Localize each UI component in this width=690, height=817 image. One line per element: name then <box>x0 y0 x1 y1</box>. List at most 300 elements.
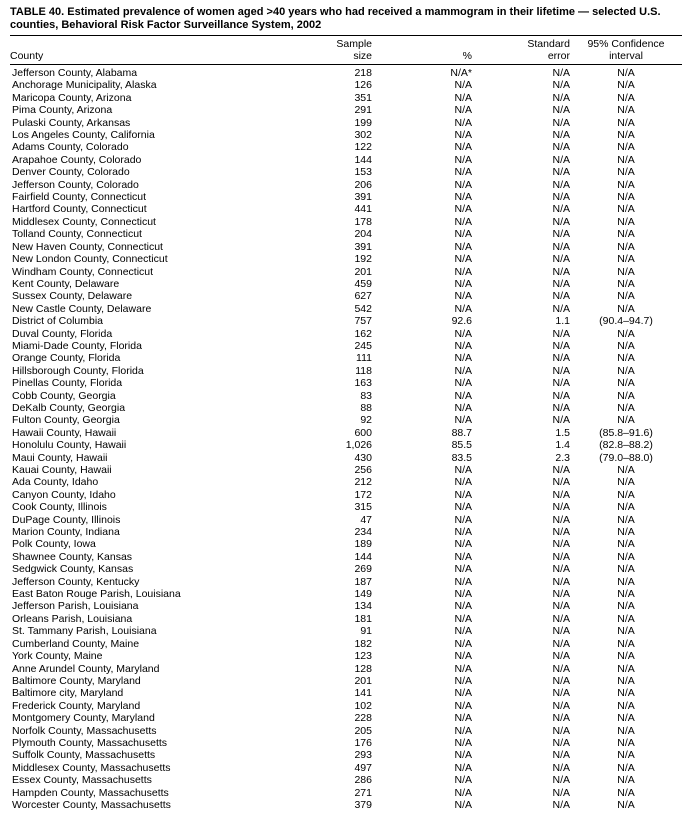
percent-cell: N/A <box>454 476 472 489</box>
standard-error-cell: N/A <box>552 327 570 340</box>
table-row <box>10 352 682 364</box>
confidence-interval-cell: N/A <box>617 501 635 514</box>
county-cell: Pulaski County, Arkansas <box>12 116 131 129</box>
standard-error-cell: N/A <box>552 600 570 613</box>
county-cell: New Haven County, Connecticut <box>12 240 163 253</box>
percent-cell: N/A <box>454 749 472 762</box>
confidence-interval-cell: N/A <box>617 625 635 638</box>
percent-cell: 85.5 <box>451 439 472 452</box>
county-cell: Adams County, Colorado <box>12 141 129 154</box>
table-row <box>10 228 682 240</box>
table-row <box>10 551 682 563</box>
table-title <box>10 6 682 36</box>
sample-size-cell: 181 <box>354 612 372 625</box>
sample-size-cell: 123 <box>354 650 372 663</box>
sample-size-cell: 218 <box>354 67 372 79</box>
confidence-interval-cell: N/A <box>617 476 635 489</box>
table-row <box>10 315 682 327</box>
standard-error-cell: N/A <box>552 650 570 663</box>
standard-error-cell: N/A <box>552 749 570 762</box>
standard-error-cell: N/A <box>552 699 570 712</box>
county-cell: Sussex County, Delaware <box>12 290 133 303</box>
county-cell: Pima County, Arizona <box>12 104 113 117</box>
county-cell: Norfolk County, Massachusetts <box>12 724 157 737</box>
percent-cell: N/A <box>454 513 472 526</box>
confidence-interval-cell: N/A <box>617 588 635 601</box>
standard-error-cell: N/A <box>552 129 570 142</box>
standard-error-cell: N/A <box>552 203 570 216</box>
table-row <box>10 774 682 786</box>
standard-error-cell: N/A <box>552 736 570 749</box>
confidence-interval-cell: N/A <box>617 240 635 253</box>
table-row <box>10 600 682 612</box>
table-row <box>10 675 682 687</box>
confidence-interval-cell: N/A <box>617 538 635 551</box>
county-cell: Jefferson County, Colorado <box>12 178 139 191</box>
sample-size-cell: 291 <box>354 104 372 117</box>
table-row <box>10 787 682 799</box>
confidence-interval-cell: (90.4–94.7) <box>599 315 653 328</box>
sample-size-cell: 245 <box>354 339 372 352</box>
table-row <box>10 489 682 501</box>
table-row <box>10 129 682 141</box>
confidence-interval-cell: N/A <box>617 389 635 402</box>
table-row <box>10 390 682 402</box>
percent-cell: N/A <box>454 129 472 142</box>
table-row <box>10 266 682 278</box>
table-row <box>10 501 682 513</box>
percent-cell: N/A <box>454 674 472 687</box>
percent-cell: N/A <box>454 91 472 104</box>
confidence-interval-header-line1: 95% Confidence <box>587 38 665 50</box>
table-row <box>10 576 682 588</box>
table-row <box>10 563 682 575</box>
confidence-interval-cell: N/A <box>617 166 635 179</box>
percent-cell: 83.5 <box>451 451 472 464</box>
percent-cell: N/A <box>454 228 472 241</box>
county-cell: Kauai County, Hawaii <box>12 464 112 476</box>
confidence-interval-cell: N/A <box>617 141 635 154</box>
sample-size-cell: 201 <box>354 265 372 278</box>
percent-cell: N/A <box>454 687 472 700</box>
county-cell: Essex County, Massachusetts <box>12 774 152 787</box>
sample-size-cell: 269 <box>354 563 372 576</box>
county-cell: Pinellas County, Florida <box>12 377 123 390</box>
table-row <box>10 588 682 600</box>
sample-size-cell: 178 <box>354 215 372 228</box>
standard-error-cell: N/A <box>552 104 570 117</box>
sample-size-cell: 271 <box>354 786 372 799</box>
county-cell: Hawaii County, Hawaii <box>12 426 117 439</box>
sample-size-cell: 497 <box>354 761 372 774</box>
percent-cell: N/A <box>454 389 472 402</box>
sample-size-cell: 234 <box>354 526 372 539</box>
confidence-interval-cell: N/A <box>617 774 635 787</box>
sample-size-cell: 118 <box>355 364 372 377</box>
county-cell: Jefferson Parish, Louisiana <box>12 600 139 613</box>
confidence-interval-cell: (82.8–88.2) <box>599 439 653 452</box>
standard-error-cell: N/A <box>552 575 570 588</box>
standard-error-cell: N/A <box>552 761 570 774</box>
county-cell: Kent County, Delaware <box>12 277 120 290</box>
table-row <box>10 141 682 153</box>
county-cell: Montgomery County, Maryland <box>12 712 155 725</box>
sample-size-cell: 286 <box>354 774 372 787</box>
standard-error-cell: N/A <box>552 240 570 253</box>
table-row <box>10 365 682 377</box>
percent-cell: N/A <box>454 786 472 799</box>
confidence-interval-cell: N/A <box>617 153 635 166</box>
table-row <box>10 476 682 488</box>
table-row <box>10 700 682 712</box>
table-row <box>10 154 682 166</box>
standard-error-cell: N/A <box>552 67 570 79</box>
county-cell: Cumberland County, Maine <box>12 637 140 650</box>
standard-error-cell: N/A <box>552 290 570 303</box>
confidence-interval-cell: (85.8–91.6) <box>599 426 653 439</box>
table-row <box>10 514 682 526</box>
county-cell: Orleans Parish, Louisiana <box>12 612 133 625</box>
sample-size-cell: 293 <box>354 749 372 762</box>
table-header-row <box>10 36 682 65</box>
standard-error-cell: N/A <box>552 302 570 315</box>
percent-cell: N/A <box>454 538 472 551</box>
confidence-interval-cell: N/A <box>617 513 635 526</box>
table-row <box>10 278 682 290</box>
county-cell: Duval County, Florida <box>12 327 113 340</box>
county-cell: Anne Arundel County, Maryland <box>12 662 160 675</box>
percent-cell: 92.6 <box>451 315 472 328</box>
sample-size-cell: 459 <box>354 277 372 290</box>
confidence-interval-cell: N/A <box>617 302 635 315</box>
standard-error-cell: N/A <box>552 588 570 601</box>
county-cell: Middlesex County, Massachusetts <box>12 761 171 774</box>
column-header-standard-error <box>472 36 570 65</box>
county-cell: DeKalb County, Georgia <box>12 401 126 414</box>
confidence-interval-cell: N/A <box>617 662 635 675</box>
confidence-interval-cell: N/A <box>617 687 635 700</box>
percent-cell: N/A <box>454 662 472 675</box>
column-header-sample-size <box>310 36 372 65</box>
percent-cell: N/A <box>454 526 472 539</box>
sample-size-cell: 182 <box>354 637 372 650</box>
table-row <box>10 625 682 637</box>
table-row <box>10 216 682 228</box>
sample-size-cell: 172 <box>354 488 372 501</box>
table-row <box>10 203 682 215</box>
county-cell: Plymouth County, Massachusetts <box>12 736 168 749</box>
sample-size-cell: 162 <box>354 327 372 340</box>
sample-size-cell: 430 <box>354 451 372 464</box>
standard-error-cell: N/A <box>552 265 570 278</box>
table-row <box>10 79 682 91</box>
standard-error-cell: N/A <box>552 166 570 179</box>
confidence-interval-cell: N/A <box>617 464 635 476</box>
percent-cell: N/A <box>454 488 472 501</box>
standard-error-cell: N/A <box>552 364 570 377</box>
confidence-interval-cell: N/A <box>617 650 635 663</box>
county-cell: Worcester County, Massachusetts <box>12 798 171 811</box>
standard-error-cell: N/A <box>552 389 570 402</box>
table-row <box>10 253 682 265</box>
percent-cell: N/A <box>454 712 472 725</box>
table-row <box>10 439 682 451</box>
confidence-interval-cell: N/A <box>617 736 635 749</box>
standard-error-cell: N/A <box>552 464 570 476</box>
county-cell: Windham County, Connecticut <box>12 265 154 278</box>
percent-cell: N/A <box>454 761 472 774</box>
county-cell: Ada County, Idaho <box>12 476 99 489</box>
percent-cell: N/A <box>454 736 472 749</box>
confidence-interval-cell: N/A <box>617 339 635 352</box>
county-cell: Baltimore County, Maryland <box>12 674 141 687</box>
confidence-interval-cell: N/A <box>617 761 635 774</box>
sample-size-cell: 379 <box>354 798 372 811</box>
confidence-interval-cell: N/A <box>617 253 635 266</box>
county-cell: Maui County, Hawaii <box>12 451 108 464</box>
standard-error-cell: N/A <box>552 339 570 352</box>
percent-cell: N/A <box>454 650 472 663</box>
sample-size-cell: 144 <box>354 153 372 166</box>
sample-size-cell: 228 <box>354 712 372 725</box>
sample-size-cell: 102 <box>354 699 372 712</box>
sample-size-cell: 1,026 <box>345 439 372 452</box>
sample-size-cell: 88 <box>360 401 372 414</box>
confidence-interval-cell: N/A <box>617 526 635 539</box>
percent-cell: N/A <box>454 774 472 787</box>
confidence-interval-cell: N/A <box>617 550 635 563</box>
confidence-interval-cell: N/A <box>617 265 635 278</box>
table-row <box>10 538 682 550</box>
county-cell: Frederick County, Maryland <box>12 699 141 712</box>
sample-size-cell: 199 <box>354 116 372 129</box>
sample-size-cell: 187 <box>354 575 372 588</box>
table-row <box>10 650 682 662</box>
percent-cell: N/A <box>454 302 472 315</box>
confidence-interval-cell: (79.0–88.0) <box>599 451 653 464</box>
confidence-interval-cell: N/A <box>617 377 635 390</box>
sample-size-cell: 441 <box>354 203 372 216</box>
percent-cell: N/A <box>454 414 472 427</box>
percent-cell: N/A <box>454 401 472 414</box>
confidence-interval-cell: N/A <box>617 637 635 650</box>
sample-size-cell: 192 <box>354 253 372 266</box>
county-cell: Marion County, Indiana <box>12 526 120 539</box>
confidence-interval-cell: N/A <box>617 352 635 365</box>
confidence-interval-cell: N/A <box>617 327 635 340</box>
percent-cell: N/A <box>454 141 472 154</box>
percent-cell: N/A <box>454 203 472 216</box>
percent-cell: N/A <box>454 240 472 253</box>
county-cell: Orange County, Florida <box>12 352 121 365</box>
table-row <box>10 92 682 104</box>
table-row <box>10 65 682 80</box>
county-cell: New London County, Connecticut <box>12 253 168 266</box>
table-row <box>10 687 682 699</box>
percent-cell: N/A <box>454 277 472 290</box>
standard-error-cell: 1.4 <box>555 439 570 452</box>
sample-size-cell: 302 <box>354 129 372 142</box>
standard-error-cell: N/A <box>552 687 570 700</box>
standard-error-cell: N/A <box>552 712 570 725</box>
sample-size-cell: 189 <box>354 538 372 551</box>
table-row <box>10 303 682 315</box>
county-cell: Jefferson County, Alabama <box>12 67 138 79</box>
confidence-interval-cell: N/A <box>617 129 635 142</box>
confidence-interval-cell: N/A <box>617 712 635 725</box>
confidence-interval-cell: N/A <box>617 104 635 117</box>
percent-cell: N/A <box>454 265 472 278</box>
column-header-county <box>10 36 310 65</box>
table-row <box>10 427 682 439</box>
standard-error-cell: N/A <box>552 116 570 129</box>
standard-error-cell: N/A <box>552 377 570 390</box>
standard-error-cell: N/A <box>552 215 570 228</box>
table-row <box>10 241 682 253</box>
county-header-label: County <box>10 49 44 62</box>
table-row <box>10 663 682 675</box>
county-cell: Suffolk County, Massachusetts <box>12 749 156 762</box>
sample-size-cell: 141 <box>354 687 372 700</box>
column-header-percent <box>372 36 472 65</box>
sample-size-cell: 391 <box>354 240 372 253</box>
percent-cell: N/A <box>454 588 472 601</box>
confidence-interval-cell: N/A <box>617 612 635 625</box>
confidence-interval-cell: N/A <box>617 563 635 576</box>
standard-error-cell: 2.3 <box>555 451 570 464</box>
sample-size-cell: 47 <box>360 513 372 526</box>
confidence-interval-cell: N/A <box>617 600 635 613</box>
standard-error-cell: N/A <box>552 79 570 92</box>
percent-cell: N/A* <box>450 67 472 79</box>
confidence-interval-cell: N/A <box>617 749 635 762</box>
prevalence-table <box>10 36 682 811</box>
percent-cell: N/A <box>454 215 472 228</box>
standard-error-cell: 1.5 <box>555 426 570 439</box>
sample-size-cell: 212 <box>354 476 372 489</box>
standard-error-cell: N/A <box>552 191 570 204</box>
table-row <box>10 104 682 116</box>
table-row <box>10 179 682 191</box>
percent-cell: N/A <box>454 79 472 92</box>
percent-cell: N/A <box>454 699 472 712</box>
standard-error-cell: N/A <box>552 724 570 737</box>
confidence-interval-cell: N/A <box>617 575 635 588</box>
percent-cell: N/A <box>454 327 472 340</box>
county-cell: Anchorage Municipality, Alaska <box>12 79 157 92</box>
county-cell: Polk County, Iowa <box>12 538 96 551</box>
sample-size-cell: 757 <box>354 315 372 328</box>
sample-size-cell: 91 <box>360 625 372 638</box>
standard-error-cell: N/A <box>552 91 570 104</box>
sample-size-cell: 134 <box>354 600 372 613</box>
county-cell: Miami-Dade County, Florida <box>12 339 142 352</box>
standard-error-cell: N/A <box>552 253 570 266</box>
standard-error-cell: N/A <box>552 228 570 241</box>
table-row <box>10 452 682 464</box>
percent-cell: N/A <box>454 600 472 613</box>
table-row <box>10 464 682 476</box>
standard-error-cell: N/A <box>552 612 570 625</box>
sample-size-cell: 205 <box>354 724 372 737</box>
county-cell: York County, Maine <box>12 650 103 663</box>
county-cell: Arapahoe County, Colorado <box>12 153 142 166</box>
confidence-interval-cell: N/A <box>617 786 635 799</box>
column-header-confidence-interval <box>570 36 682 65</box>
standard-error-cell: N/A <box>552 786 570 799</box>
table-row <box>10 191 682 203</box>
table-title-line1: TABLE 40. Estimated prevalence of women aged >40 years who had received a mammogram in their lifetime — selected U.S. <box>10 6 661 18</box>
sample-size-cell: 627 <box>354 290 372 303</box>
table-row <box>10 377 682 389</box>
standard-error-cell: N/A <box>552 674 570 687</box>
standard-error-cell: 1.1 <box>555 315 570 328</box>
sample-size-cell: 542 <box>354 302 372 315</box>
percent-cell: N/A <box>454 178 472 191</box>
confidence-interval-cell: N/A <box>617 67 635 79</box>
sample-size-cell: 111 <box>356 352 372 365</box>
county-cell: Hartford County, Connecticut <box>12 203 147 216</box>
sample-size-cell: 128 <box>354 662 372 675</box>
percent-cell: N/A <box>454 612 472 625</box>
standard-error-cell: N/A <box>552 563 570 576</box>
county-cell: Tolland County, Connecticut <box>12 228 142 241</box>
sample-size-cell: 256 <box>354 464 372 476</box>
sample-size-cell: 153 <box>354 166 372 179</box>
standard-error-cell: N/A <box>552 488 570 501</box>
table-row <box>10 638 682 650</box>
sample-size-cell: 163 <box>354 377 372 390</box>
table-row <box>10 414 682 426</box>
percent-cell: N/A <box>454 364 472 377</box>
standard-error-cell: N/A <box>552 501 570 514</box>
percent-cell: N/A <box>454 352 472 365</box>
table-row <box>10 613 682 625</box>
standard-error-cell: N/A <box>552 662 570 675</box>
table-row <box>10 290 682 302</box>
table-row <box>10 328 682 340</box>
standard-error-cell: N/A <box>552 178 570 191</box>
county-cell: Jefferson County, Kentucky <box>12 575 140 588</box>
confidence-interval-cell: N/A <box>617 277 635 290</box>
table-row <box>10 799 682 811</box>
confidence-interval-cell: N/A <box>617 79 635 92</box>
county-cell: Fulton County, Georgia <box>12 414 120 427</box>
standard-error-cell: N/A <box>552 538 570 551</box>
confidence-interval-cell: N/A <box>617 290 635 303</box>
confidence-interval-cell: N/A <box>617 91 635 104</box>
sample-size-cell: 315 <box>354 501 372 514</box>
percent-cell: N/A <box>454 724 472 737</box>
county-cell: DuPage County, Illinois <box>12 513 121 526</box>
percent-cell: N/A <box>454 153 472 166</box>
confidence-interval-cell: N/A <box>617 699 635 712</box>
percent-cell: N/A <box>454 501 472 514</box>
standard-error-cell: N/A <box>552 153 570 166</box>
sample-size-cell: 144 <box>354 550 372 563</box>
county-cell: Middlesex County, Connecticut <box>12 215 156 228</box>
sample-size-cell: 204 <box>354 228 372 241</box>
percent-cell: N/A <box>454 191 472 204</box>
sample-size-cell: 176 <box>354 736 372 749</box>
standard-error-cell: N/A <box>552 513 570 526</box>
sample-size-cell: 351 <box>354 91 372 104</box>
sample-size-cell: 83 <box>360 389 372 402</box>
sample-size-cell: 126 <box>354 79 372 92</box>
table-row <box>10 762 682 774</box>
standard-error-cell: N/A <box>552 476 570 489</box>
standard-error-cell: N/A <box>552 352 570 365</box>
